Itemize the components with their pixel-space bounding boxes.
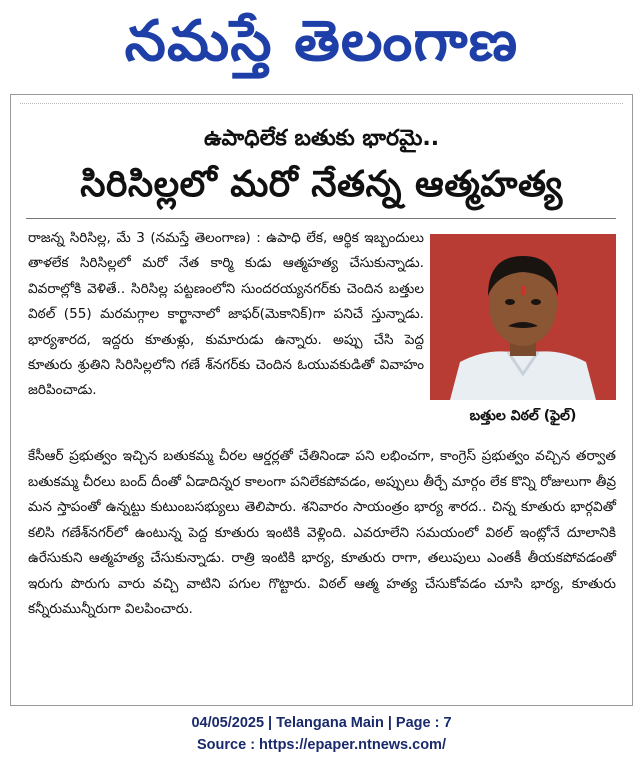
portrait-photo [430,234,616,400]
photo-caption: బత్తుల విఠల్ (ఫైల్) [469,408,577,424]
article-paragraph-wide: కేసీఆర్ ప్రభుత్వం ఇచ్చిన బతుకమ్మ చీరల ఆర్డర్లతో చేతినిండా పని లభించగా, కాంగ్రెస్ ప్రభుత్వం వచ్చిన తర్వాత బతుకమ్మ చీరలు బంద్ దీంతో ఏడాదిన్నర కాలంగా పనిలేకపోవడం, అప్పులు తీర్చే మార్గం లేక కొన్ని రోజులుగా తీవ్ర మన స్తాపంతో ఉన్నట్టు కుటుంబసభ్యులు తెలిపారు. శనివారం సాయంత్రం భార్య శారద.. చిన్న కూతురు భార్గవితో కలిసి గణేశ్‌నగర్‌లో ఉంటున్న పెద్ద కూతురు ఇంటికి వెళ్లింది. ఎవరూలేని సమయంలో విఠల్ ఇంట్లోనే దూలానికి ఉరేసుకుని ఆత్మహత్య చేసుకున్నాడు. రాత్రి ఇంటికి భార్య, కూతురు రాగా, తలుపులు ఎంతకీ తీయకపోవడంతో ఇరుగు పొరుగు వారు వచ్చి వాటిని పగుల గొట్టారు. విఠల్ ఆత్మ హత్య చేసుకోవడం చూసి భార్య, కూతురు కన్నీరుమున్నీరుగా విలపించారు. [28,448,616,617]
article-headline: సిరిసిల్లలో మరో నేతన్న ఆత్మహత్య [80,164,563,205]
headline-divider [26,218,616,219]
portrait-illustration [430,234,616,400]
article-kicker: ఉపాధిలేక బతుకు భారమై.. [203,126,440,151]
footer-edition-line: 04/05/2025 | Telangana Main | Page : 7 [191,715,452,731]
photo-block [430,234,616,432]
newspaper-logo: నమస్తే తెలంగాణ [124,9,519,74]
masthead [0,0,643,86]
footer-source-line: Source : https://epaper.ntnews.com/ [197,737,446,753]
source-footer [0,712,643,756]
article-paragraph-top: రాజన్న సిరిసిల్ల, మే 3 (నమస్తే తెలంగాణ) : ఉపాధి లేక, ఆర్థిక ఇబ్బందులు తాళలేక సిరిసిల్లలో మరో నేత కార్మి కుడు ఆత్మహత్య చేసుకున్నాడు. వివరాల్లోకి వెళితే.. సిరిసిల్ల పట్టణంలోని సుందరయ్యనగర్‌కు చెందిన బత్తుల విఠల్ (55) మరమగ్గాల కార్ఖానాలో జాఫర్(మెకానిక్)గా పనిచే స్తున్నాడు. భార్యశారద, ఇద్దరు కూతుళ్లు, కుమారుడు ఉన్నారు. అప్పు చేసి పెద్ద కూతురు శ్రుతిని సిరిసిల్లలోని గణే శ్‌నగర్‌కు చెందిన ఓయువకుడితో వివాహం జరిపించాడు. [28,230,424,399]
clipping-cut-line [20,97,623,104]
